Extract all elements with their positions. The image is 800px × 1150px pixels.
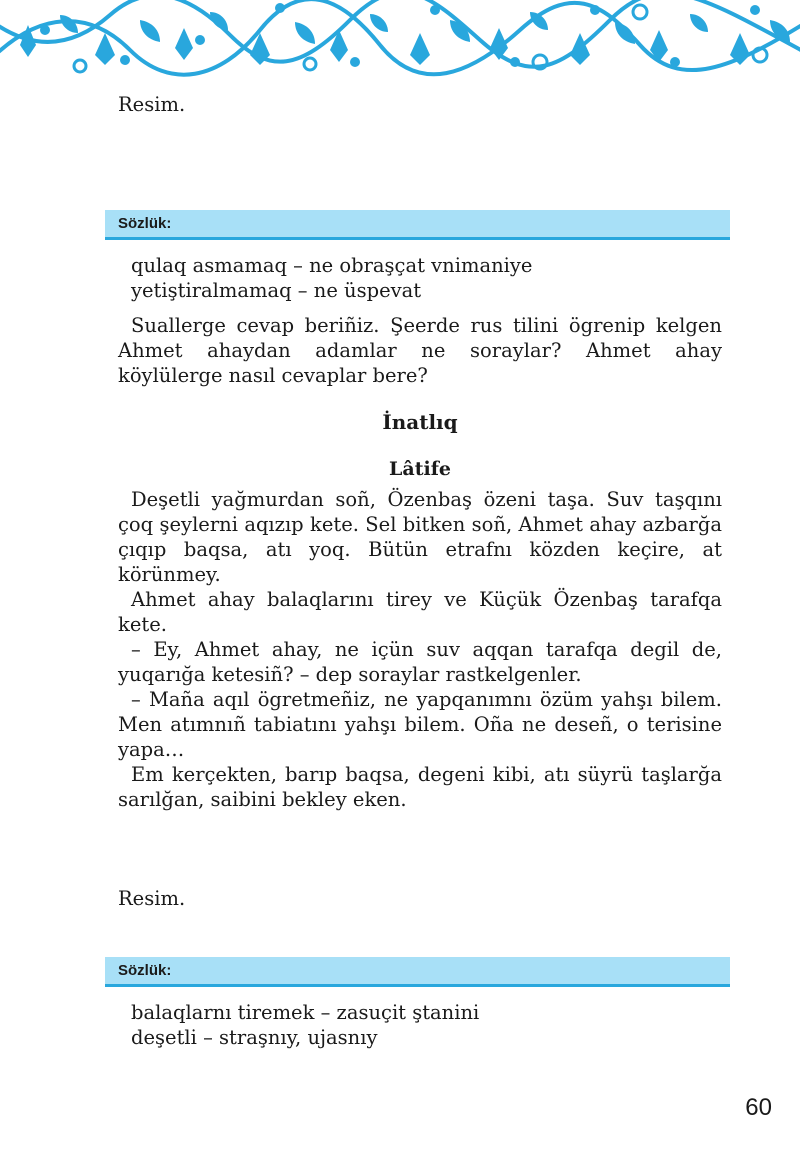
page-number: 60 xyxy=(745,1094,772,1121)
vocabulary-header: Sözlük: xyxy=(105,957,730,987)
vocabulary-entry: qulaq asmamaq – ne obraşçat vnimaniye xyxy=(131,254,533,277)
story-title: İnatlıq xyxy=(382,410,458,434)
floral-border-icon xyxy=(0,0,800,78)
questions-paragraph: Suallerge cevap beriñiz. Şeerde rus tilini ögrenip kelgen Ahmet ahaydan adamlar ne soraylar? Ahmet ahay köylülerge nasıl cevaplar bere? xyxy=(118,314,722,387)
picture-placeholder: Resim. xyxy=(118,887,186,910)
picture-placeholder: Resim. xyxy=(118,93,186,116)
vocabulary-header: Sözlük: xyxy=(105,210,730,240)
story-body xyxy=(118,487,722,812)
vocabulary-list xyxy=(118,1000,722,1050)
story-paragraph: – Maña aqıl ögretmeñiz, ne yapqanımnı özüm yahşı bilem. Men atımnıñ tabiatını yahşı bilem. Oña ne deseñ, o terisine yapa… xyxy=(118,688,722,761)
story-paragraph: Deşetli yağmurdan soñ, Özenbaş özeni taşa. Suv taşqını çoq şeylerni aqızıp kete. Sel bitken soñ, Ahmet ahay azbarğa çıqıp baqsa, atı yoq. Bütün etrafnı közden keçire, at körünmey. xyxy=(118,488,722,586)
vocabulary-entry: balaqlarnı tiremek – zasuçit ştanini xyxy=(131,1001,480,1024)
vocabulary-entry: deşetli – straşnıy, ujasnıy xyxy=(131,1026,378,1049)
vocabulary-list xyxy=(118,253,722,303)
story-paragraph: Ahmet ahay balaqlarını tirey ve Küçük Özenbaş tarafqa kete. xyxy=(118,588,722,636)
story-subtitle: Lâtife xyxy=(389,458,451,480)
story-paragraph: Em kerçekten, barıp baqsa, degeni kibi, atı süyrü taşlarğa sarılğan, saibini bekley eken. xyxy=(118,763,722,811)
story-paragraph: – Ey, Ahmet ahay, ne içün suv aqqan tarafqa degil de, yuqarığa ketesiñ? – dep soraylar rastkelgenler. xyxy=(118,638,722,686)
vocabulary-entry: yetiştiralmamaq – ne üspevat xyxy=(131,279,422,302)
